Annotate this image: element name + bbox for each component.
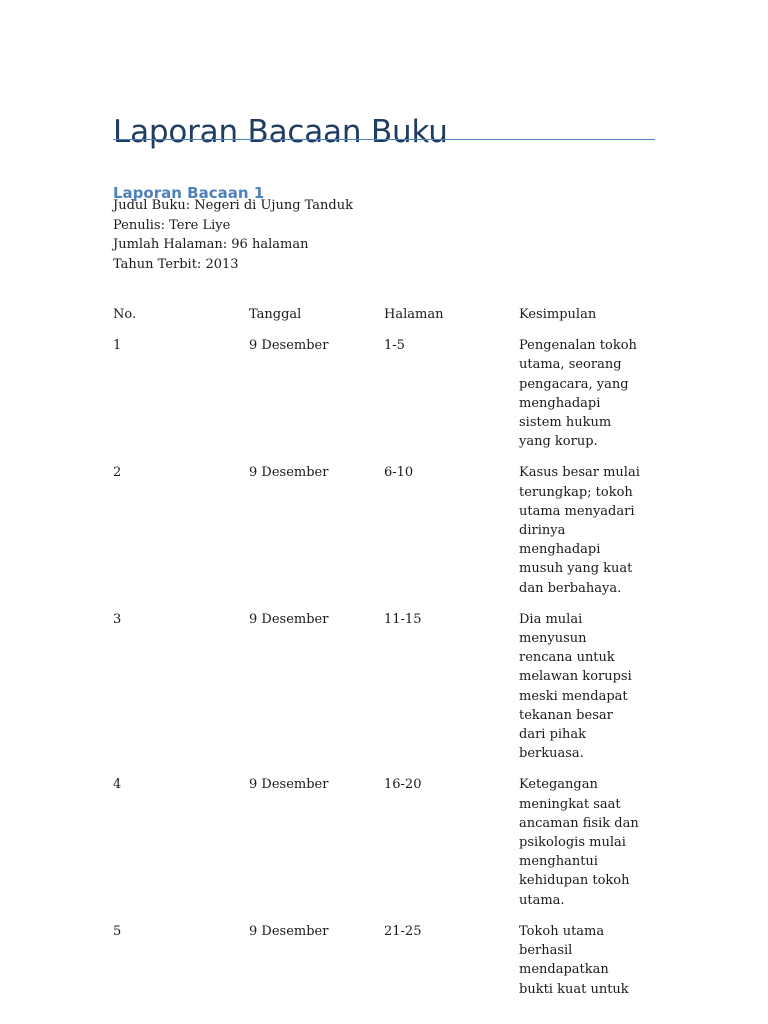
- table-row: [113, 610, 643, 776]
- header-pages: Halaman: [384, 307, 444, 322]
- author-line: Penulis: Tere Liye: [113, 217, 231, 233]
- document-title: Laporan Bacaan Buku: [113, 113, 448, 150]
- table-row: [113, 922, 643, 1011]
- row-summary: Tokoh utama berhasil mendapatkan bukti kuat untuk: [519, 923, 629, 997]
- row-date: 9 Desember: [249, 465, 329, 481]
- header-date: Tanggal: [249, 307, 302, 322]
- row-date: 9 Desember: [249, 923, 329, 939]
- row-no: 5: [113, 923, 122, 939]
- row-pages: 11-15: [384, 611, 422, 627]
- row-pages: 6-10: [384, 465, 414, 481]
- table-row: [113, 463, 643, 609]
- row-no: 1: [113, 338, 122, 354]
- row-pages: 1-5: [384, 338, 405, 354]
- table-header-row: [113, 305, 643, 336]
- row-pages: 16-20: [384, 777, 422, 793]
- year-line: Tahun Terbit: 2013: [113, 256, 239, 272]
- row-date: 9 Desember: [249, 777, 329, 793]
- row-pages: 21-25: [384, 923, 422, 939]
- header-no: No.: [113, 307, 137, 322]
- row-no: 4: [113, 777, 122, 793]
- table-row: [113, 775, 643, 921]
- header-summary: Kesimpulan: [519, 307, 597, 322]
- row-no: 3: [113, 611, 122, 627]
- row-summary: Kasus besar mulai terungkap; tokoh utama menyadari dirinya menghadapi musuh yang kuat dan berbahaya.: [519, 465, 640, 596]
- table-row: [113, 336, 643, 463]
- section-heading: Laporan Bacaan 1: [113, 184, 265, 203]
- row-summary: Dia mulai menyusun rencana untuk melawan korupsi meski mendapat tekanan besar dari pihak berkuasa.: [519, 611, 632, 762]
- book-title-line: Judul Buku: Negeri di Ujung Tanduk: [113, 198, 353, 213]
- reading-log-table: [113, 305, 643, 1011]
- page-count-line: Jumlah Halaman: 96 halaman: [113, 237, 309, 252]
- row-date: 9 Desember: [249, 338, 329, 354]
- row-summary: Pengenalan tokoh utama, seorang pengacara, yang menghadapi sistem hukum yang korup.: [519, 338, 637, 450]
- row-summary: Ketegangan meningkat saat ancaman fisik dan psikologis mulai menghantui kehidupan tokoh utama.: [519, 777, 639, 908]
- title-divider: [113, 139, 655, 140]
- book-metadata: [113, 196, 353, 274]
- row-no: 2: [113, 465, 122, 481]
- row-date: 9 Desember: [249, 611, 329, 627]
